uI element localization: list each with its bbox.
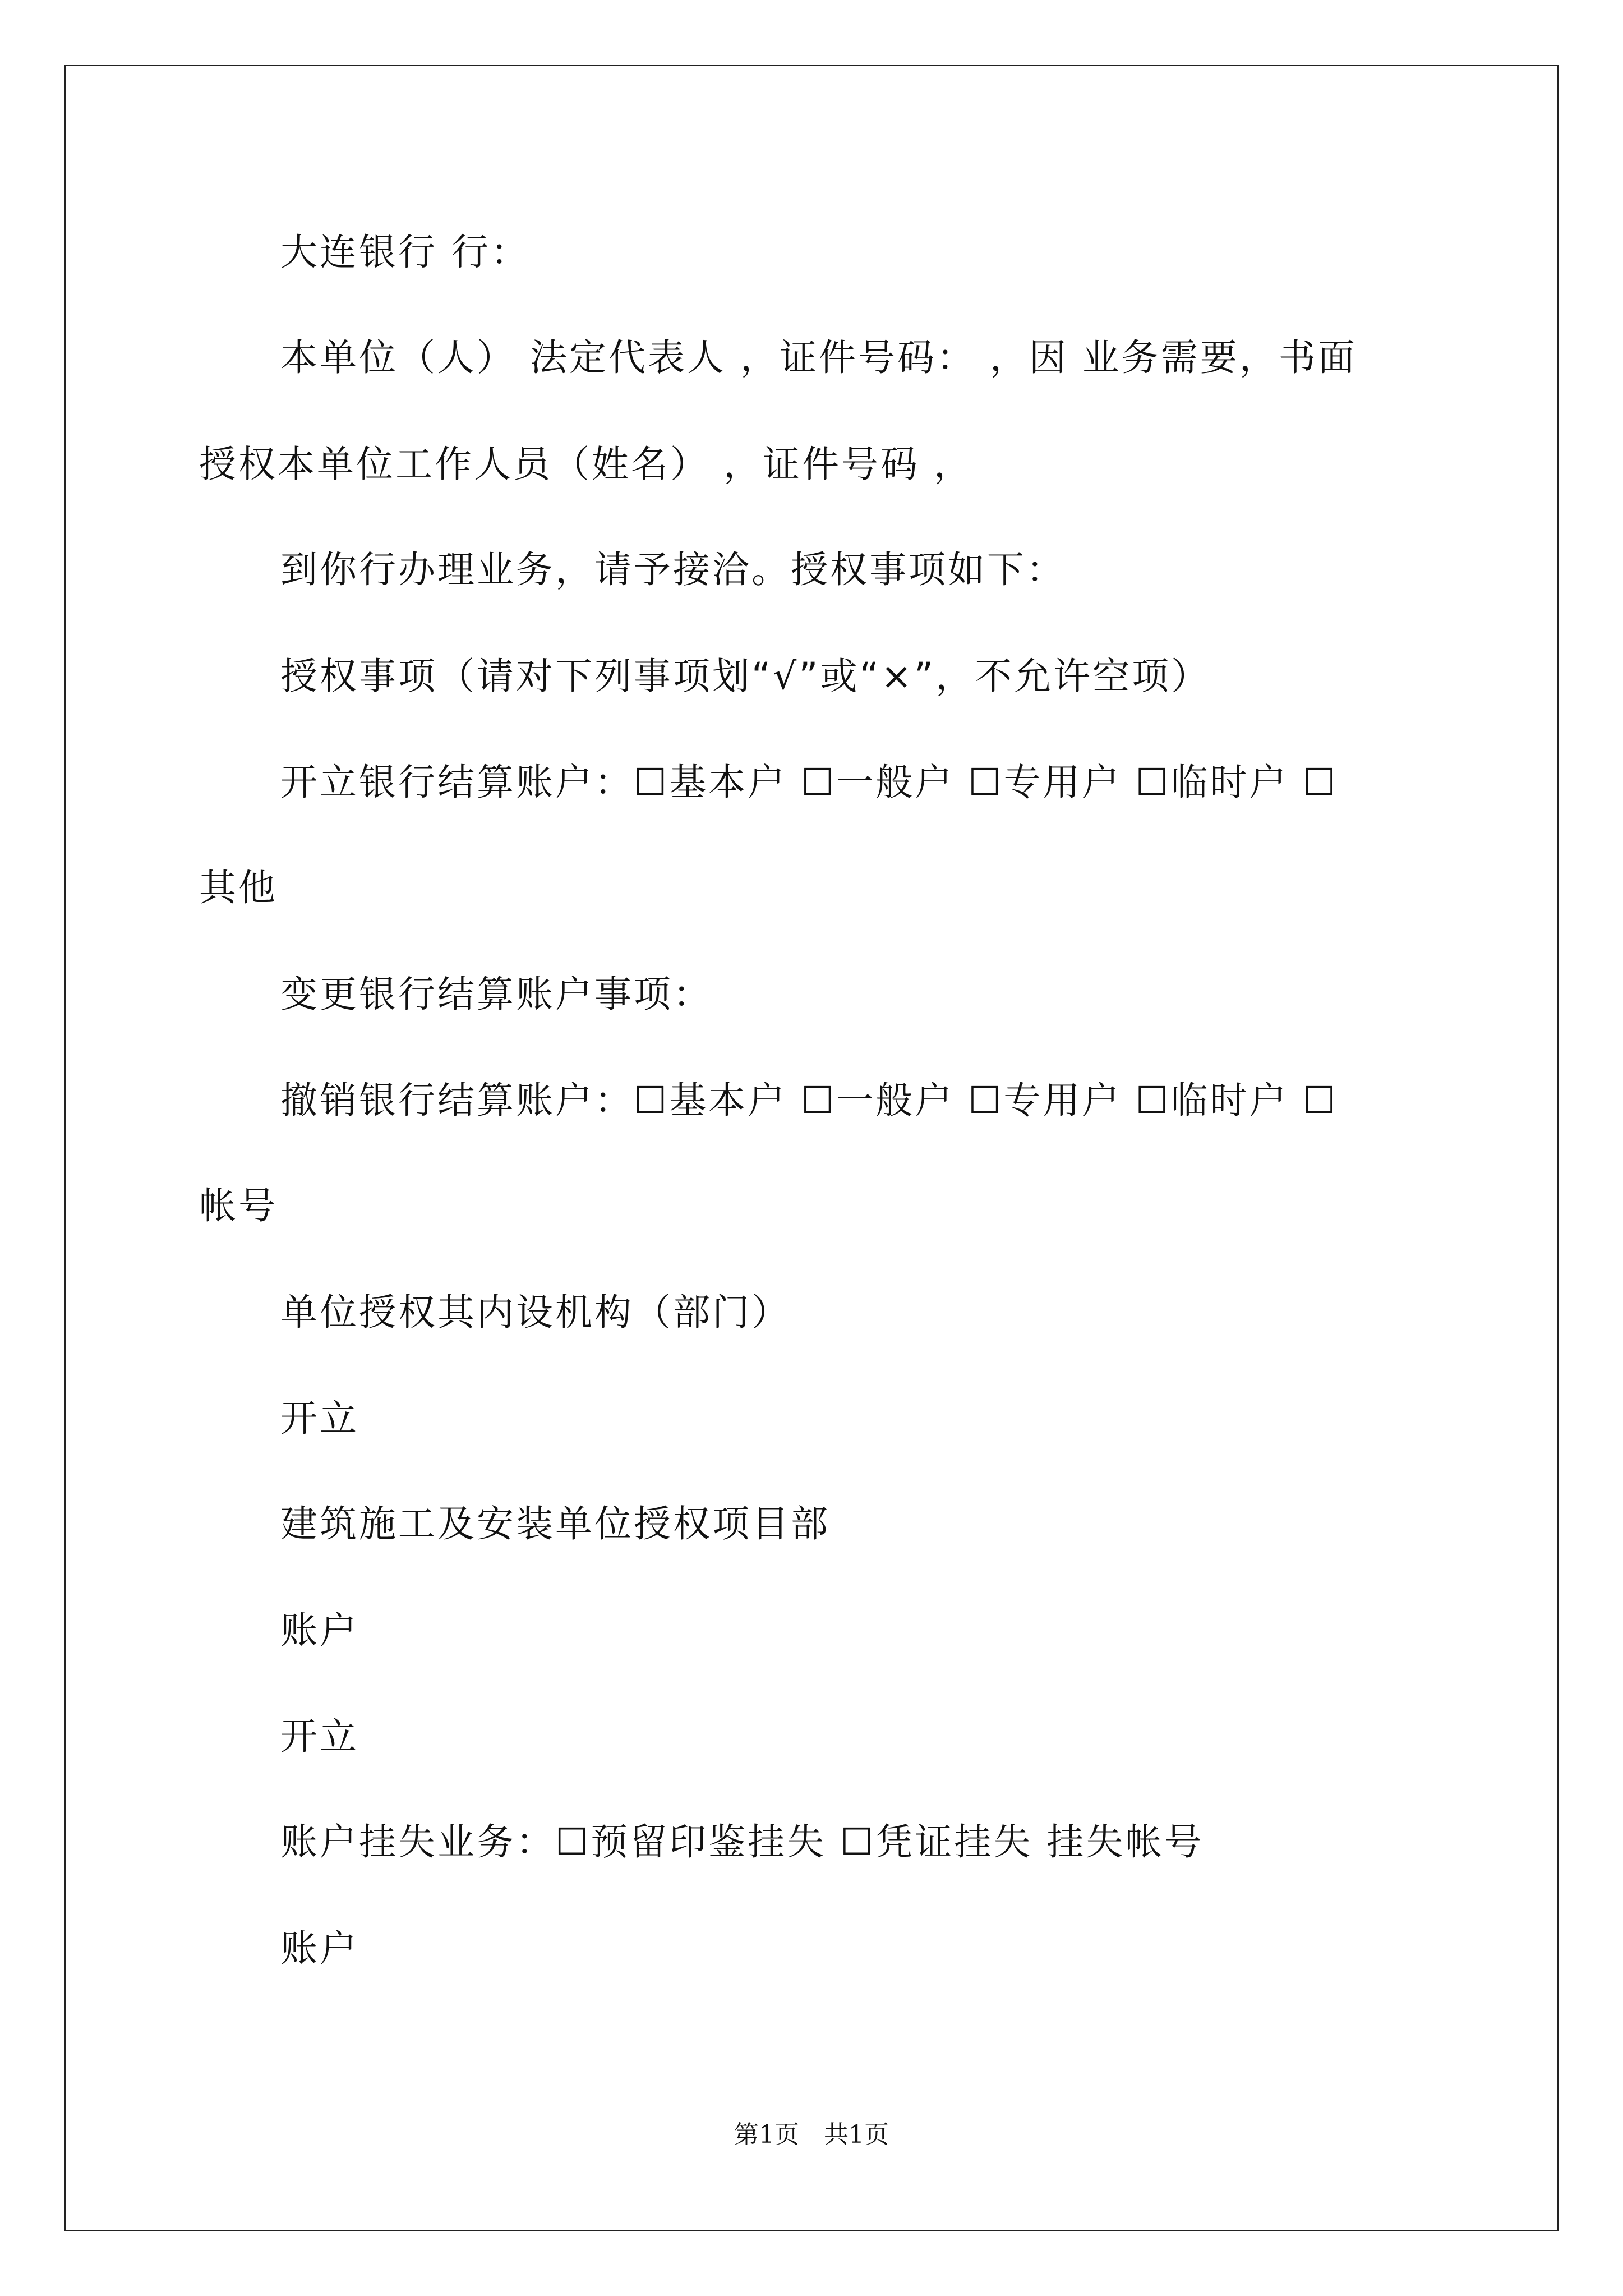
paragraph-open-account-options: 开立银行结算账户：☐基本户 ☐一般户 ☐专用户 ☐临时户 ☐ xyxy=(280,761,1338,804)
paragraph-other: 其他 xyxy=(199,866,278,909)
paragraph-account-1: 账户 xyxy=(280,1609,359,1652)
paragraph-authorization-intro: 本单位（人） 法定代表人 ，证件号码： ，因 业务需要，书面 xyxy=(280,336,1357,379)
paragraph-loss-report: 账户挂失业务：☐预留印鉴挂失 ☐凭证挂失 挂失帐号 xyxy=(280,1820,1204,1864)
greeting-line: 大连银行 行： xyxy=(280,231,530,274)
paragraph-account-2: 账户 xyxy=(280,1927,359,1970)
paragraph-matters-instruction: 授权事项（请对下列事项划“√”或“×”，不允许空项） xyxy=(280,655,1211,698)
paragraph-open-2: 开立 xyxy=(280,1715,359,1758)
paragraph-close-account-options: 撤销银行结算账户：☐基本户 ☐一般户 ☐专用户 ☐临时户 ☐ xyxy=(280,1079,1338,1122)
paragraph-change-account: 变更银行结算账户事项： xyxy=(280,973,712,1016)
paragraph-open-1: 开立 xyxy=(280,1397,359,1440)
page-border xyxy=(64,65,1559,2231)
paragraph-construction-project: 建筑施工及安装单位授权项目部 xyxy=(280,1502,830,1545)
page-footer: 第1页 共1页 xyxy=(734,2120,889,2149)
paragraph-request: 到你行办理业务，请予接洽。授权事项如下： xyxy=(280,548,1066,591)
paragraph-internal-department: 单位授权其内设机构（部门） xyxy=(280,1291,791,1334)
paragraph-account-number: 帐号 xyxy=(199,1184,278,1227)
paragraph-staff-id: 授权本单位工作人员（姓名） ，证件号码 ， xyxy=(199,443,973,486)
